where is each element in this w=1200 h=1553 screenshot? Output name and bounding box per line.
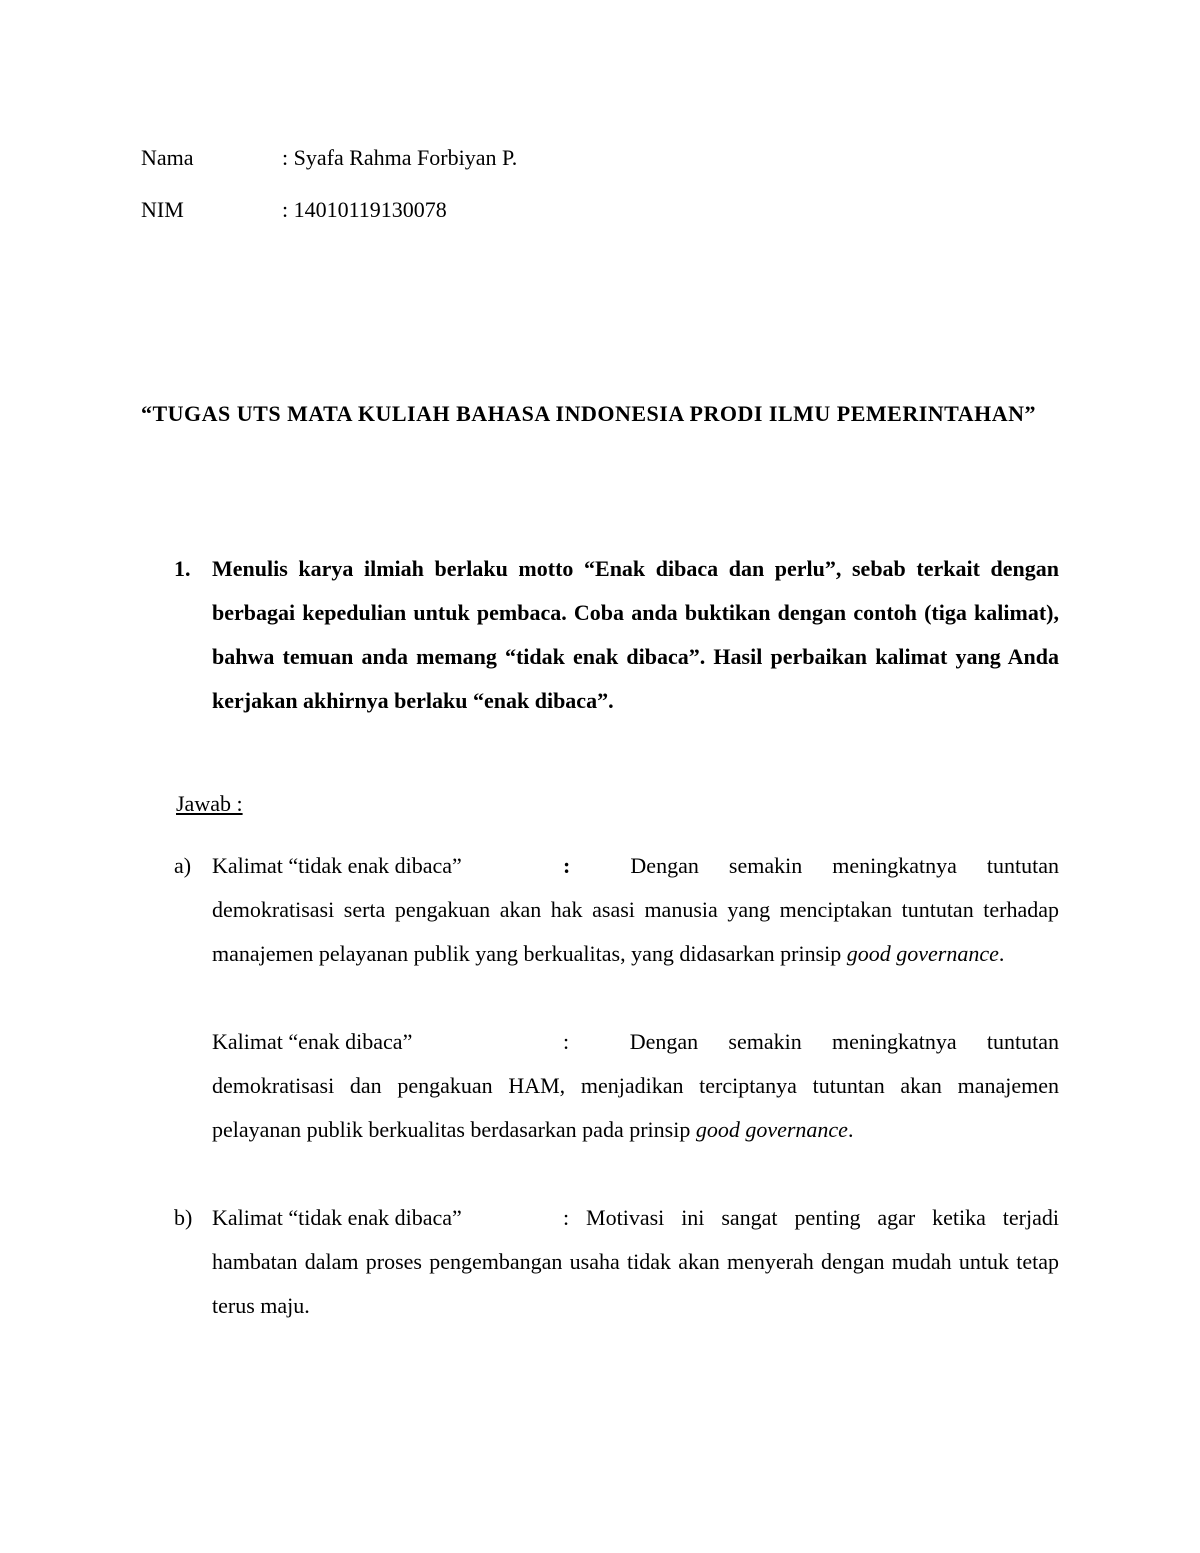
item-a-marker: a)	[174, 853, 192, 878]
item-a-good-text: Dengan semakin meningkatnya tuntutan demokratisasi dan pengakuan HAM, menjadikan terciptanya tutuntan akan manajemen pelayanan publik berkualitas berdasarkan pada prinsip	[212, 1029, 1059, 1142]
item-a-bad-text: Dengan semakin meningkatnya tuntutan demokratisasi serta pengakuan akan hak asasi manusia yang menciptakan tuntutan terhadap manajemen pelayanan publik yang berkualitas, yang didasarkan prinsip	[212, 853, 1060, 966]
item-a-good-colon: :	[563, 1029, 570, 1054]
document-title: “TUGAS UTS MATA KULIAH BAHASA INDONESIA PRODI ILMU PEMERINTAHAN”	[141, 401, 1036, 426]
item-a-bad-label: Kalimat “tidak enak dibaca”	[212, 853, 462, 878]
item-a-good-label: Kalimat “enak dibaca”	[212, 1029, 413, 1054]
item-b-marker: b)	[174, 1205, 193, 1230]
item-b-bad-label: Kalimat “tidak enak dibaca”	[212, 1205, 462, 1230]
nama-value: : Syafa Rahma Forbiyan P.	[282, 145, 518, 170]
item-a-bad-end: .	[998, 941, 1005, 966]
item-a-bad-sentence	[212, 844, 1059, 976]
nim-value: : 14010119130078	[282, 197, 447, 222]
question-text: Menulis karya ilmiah berlaku motto “Enak dibaca dan perlu”, sebab terkait dengan berbagai kepedulian untuk pembaca. Coba anda buktikan dengan contoh (tiga kalimat), bahwa temuan anda memang “tidak enak dibaca”. Hasil perbaikan kalimat yang Anda kerjakan akhirnya berlaku “enak dibaca”.	[212, 556, 1059, 713]
item-a-bad-colon: :	[563, 853, 571, 878]
item-b-bad-colon: :	[563, 1205, 570, 1230]
item-a-bad-italic: good governance	[846, 941, 999, 966]
nama-label: Nama	[141, 145, 194, 170]
answer-label: Jawab :	[176, 791, 243, 816]
nim-label: NIM	[141, 197, 184, 222]
item-b-bad-text: Motivasi ini sangat penting agar ketika terjadi hambatan dalam proses pengembangan usaha tidak akan menyerah dengan mudah untuk tetap terus maju.	[212, 1205, 1059, 1318]
item-a-good-sentence	[212, 1020, 1059, 1152]
item-a-good-end: .	[847, 1117, 854, 1142]
item-a-good-italic: good governance	[695, 1117, 848, 1142]
question-number: 1.	[174, 556, 191, 581]
item-b-bad-sentence	[212, 1196, 1059, 1328]
